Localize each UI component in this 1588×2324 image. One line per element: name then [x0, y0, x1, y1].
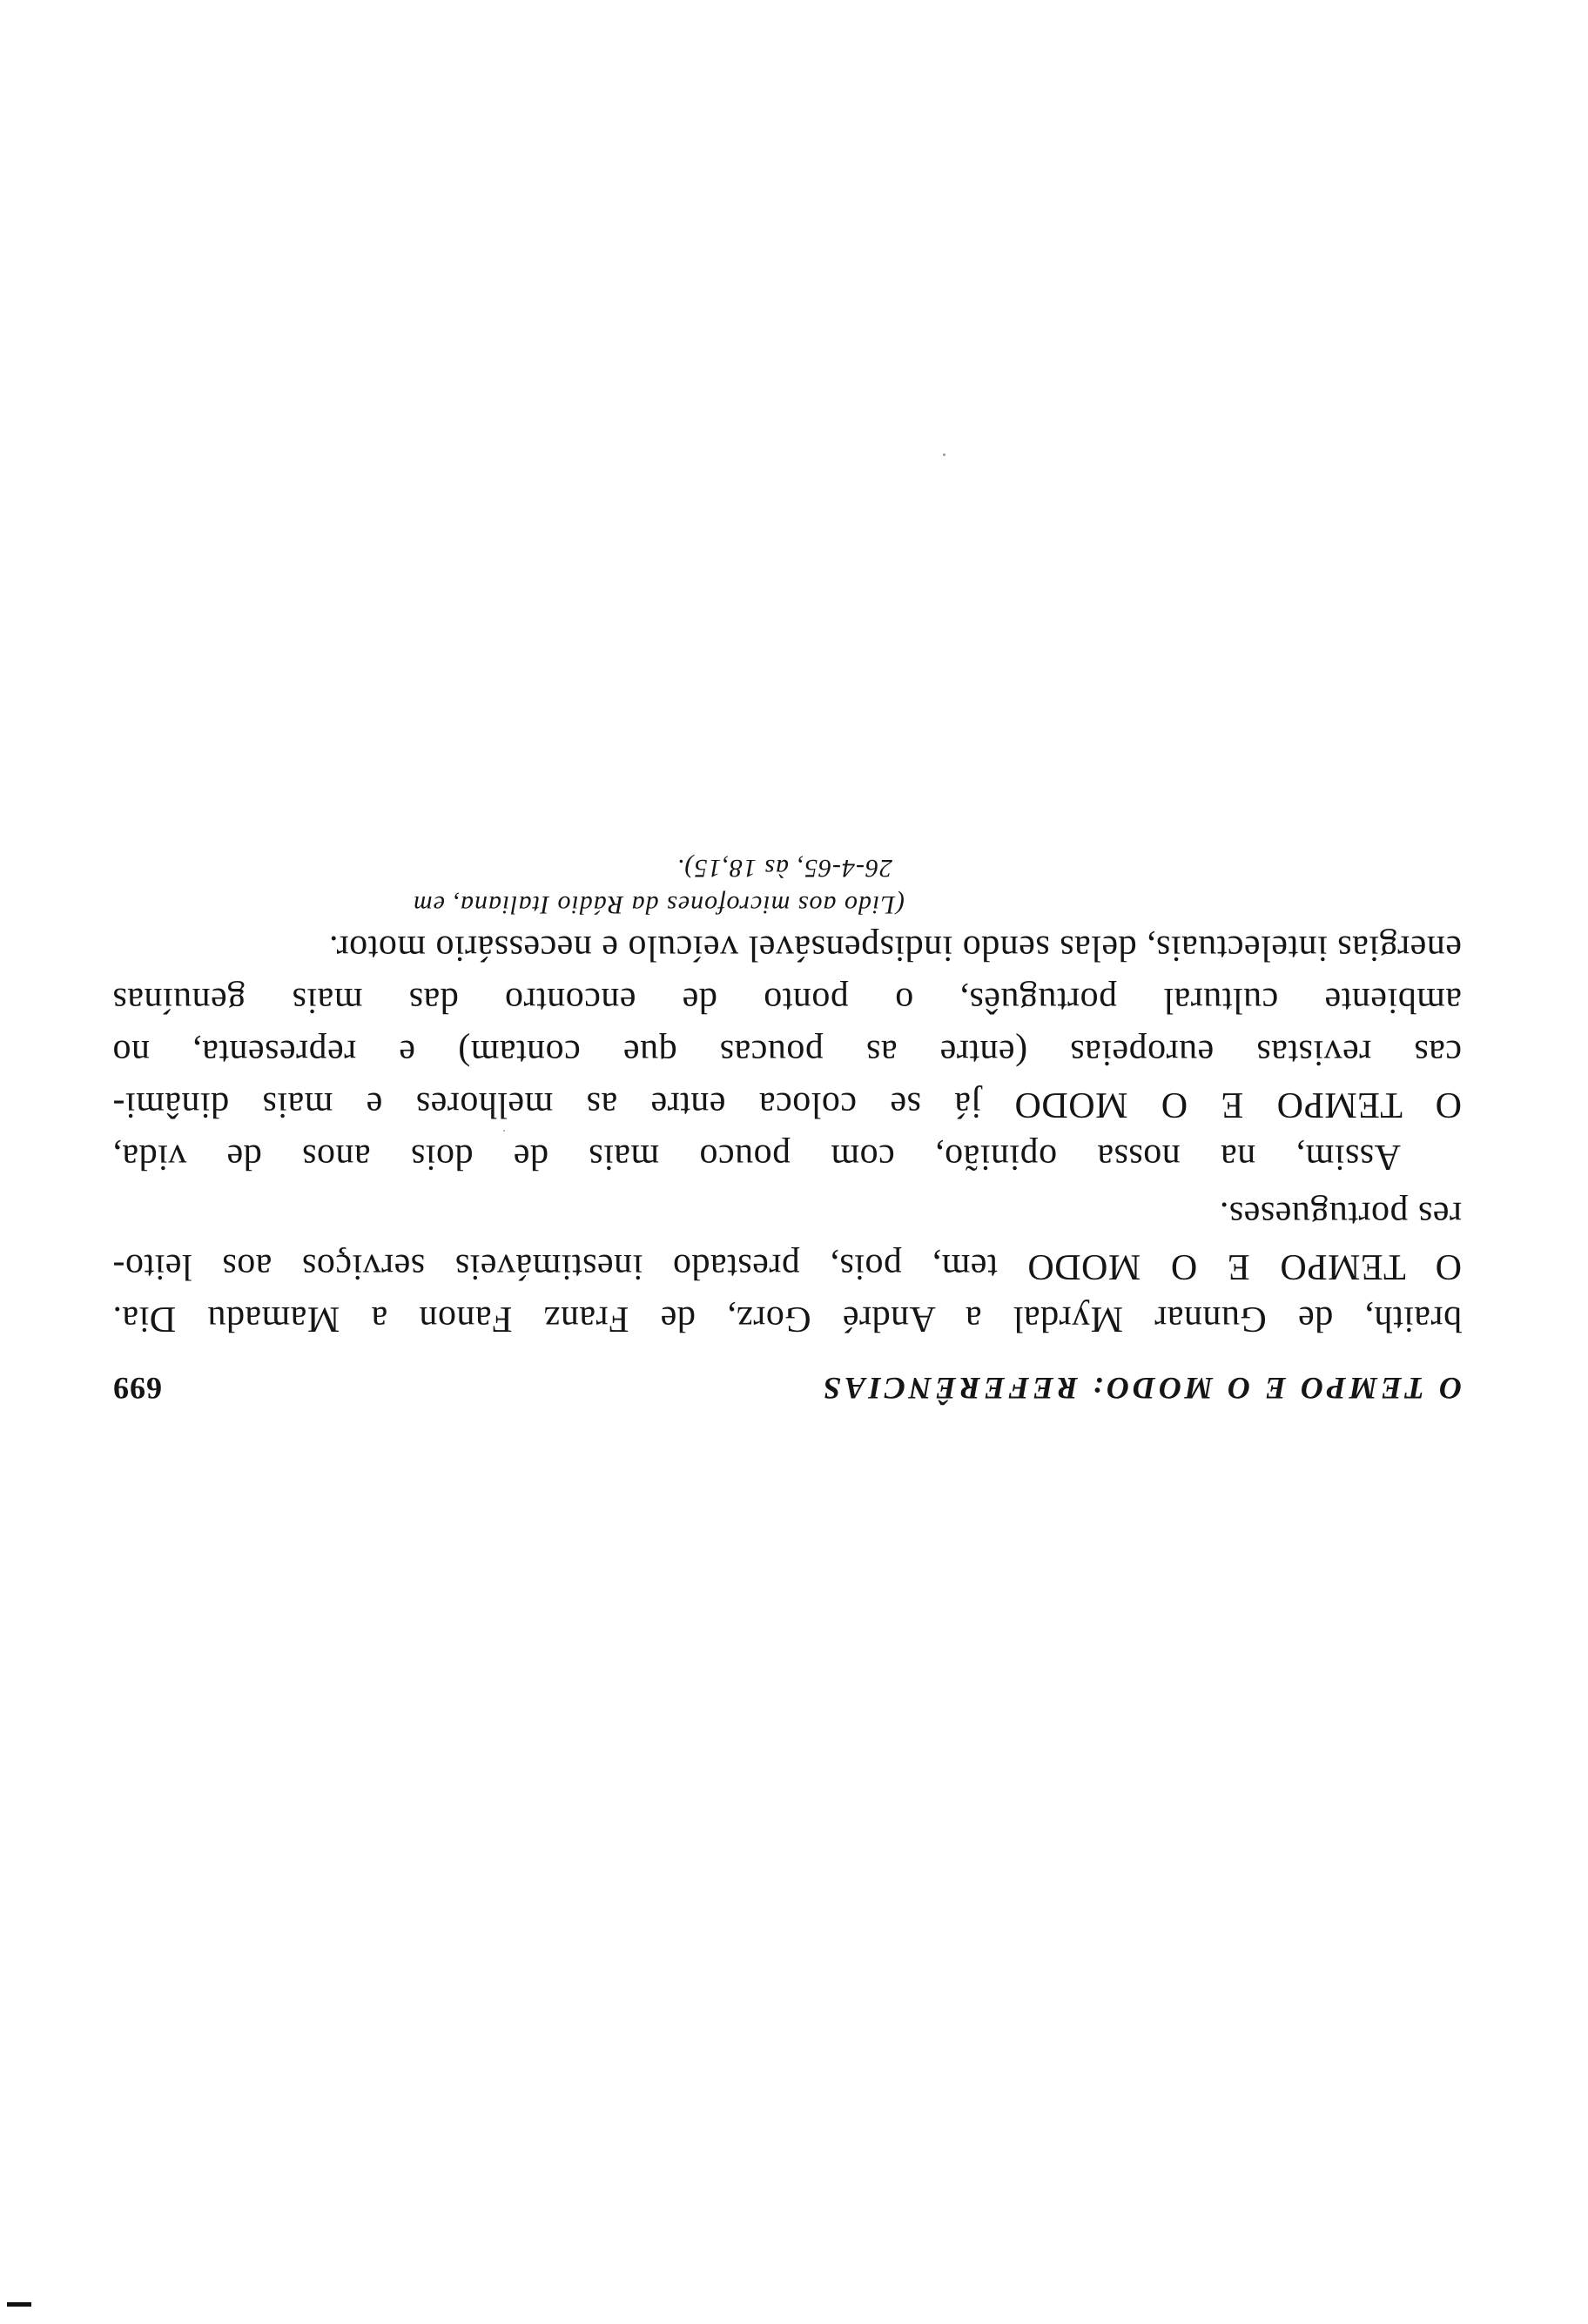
body-line: energias intelectuais, delas sendo indispensável veículo e necessário motor.	[328, 928, 1462, 968]
citation-line: 26-4-65, às 18,15).	[676, 854, 892, 883]
body-line: braith, de Gunnar Myrdal a André Gorz, de Franz Fanon a Mamadu Dia.	[112, 1299, 1462, 1339]
source-citation	[243, 850, 905, 923]
body-text	[112, 922, 1462, 1345]
scan-edge-mark	[7, 2302, 31, 2307]
page-header	[112, 1367, 1462, 1410]
body-line: cas revistas europeias (entre as poucas que contam) e representa, no	[112, 1032, 1462, 1072]
body-line: res portugueses.	[1219, 1194, 1462, 1234]
body-line: Assim, na nossa opinião, com pouco mais de dois anos de vida,	[112, 1137, 1401, 1177]
body-line: O TEMPO E O MODO já se coloca entre as melhores e mais dinâmi-	[112, 1085, 1462, 1125]
running-title: O TEMPO E O MODO: REFERÊNCIAS	[819, 1371, 1462, 1406]
scan-speck	[943, 453, 945, 456]
citation-line: (Lido aos microfones da Rádio Italiana, em	[412, 890, 905, 919]
scan-speck	[503, 1130, 505, 1132]
page-number: 699	[112, 1371, 162, 1406]
body-line: O TEMPO E O MODO tem, pois, prestado inestimáveis serviços aos leito-	[112, 1246, 1462, 1286]
body-line: ambiente cultural português, o ponto de encontro das mais genuínas	[112, 980, 1462, 1020]
